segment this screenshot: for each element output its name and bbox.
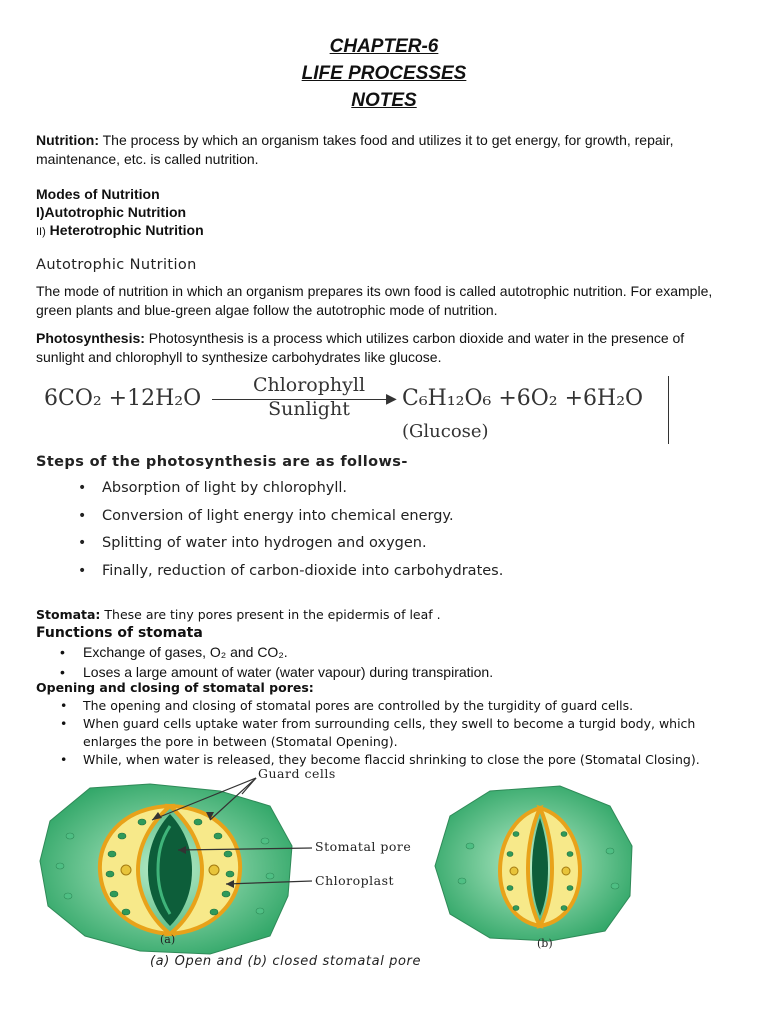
opening-list (60, 697, 710, 769)
functions-item: • Exchange of gases, O₂ and CO₂. (60, 642, 493, 662)
figure-caption: (a) Open and (b) closed stomatal pore (150, 954, 422, 969)
chapter-title: CHAPTER-6 (329, 36, 439, 57)
steps-item: • Conversion of light energy into chemical energy. (78, 508, 503, 536)
equation-catalyst: Chlorophyll (252, 374, 366, 396)
label-guard-cells: Guard cells (258, 766, 336, 781)
label-stomatal-pore: Stomatal pore (315, 839, 412, 854)
steps-heading: Steps of the photosynthesis are as follows- (36, 454, 408, 470)
autotrophic-heading: Autotrophic Nutrition (36, 257, 197, 273)
photosynthesis-paragraph (36, 329, 736, 367)
label-chloroplast: Chloroplast (315, 873, 395, 888)
steps-item: • Finally, reduction of carbon-dioxide into carbohydrates. (78, 563, 503, 591)
opening-item: • The opening and closing of stomatal pores are controlled by the turgidity of guard cells. (60, 697, 710, 715)
modes-heading: Modes of Nutrition (36, 186, 160, 202)
equation-products: C₆H₁₂O₆ +6O₂ +6H₂O (402, 386, 644, 411)
notes-title: NOTES (351, 90, 417, 111)
photosynthesis-definition: Photosynthesis is a process which utilizes carbon dioxide and water in the presence of sunlight and chlorophyll to synthesize carbohydrates like glucose. (36, 330, 685, 365)
equation-reactants: 6CO₂ +12H₂O (44, 386, 202, 411)
modes-item-label: Heterotrophic Nutrition (45, 222, 204, 238)
equation-condition: Sunlight (268, 398, 350, 420)
opening-heading: Opening and closing of stomatal pores: (36, 680, 314, 695)
stomata-definition: These are tiny pores present in the epidermis of leaf . (100, 607, 441, 622)
stomata-paragraph (36, 607, 441, 622)
functions-heading: Functions of stomata (36, 625, 203, 641)
steps-item: • Absorption of light by chlorophyll. (78, 480, 503, 508)
photosynthesis-term: Photosynthesis: (36, 330, 145, 346)
equation-glucose-label: (Glucose) (402, 421, 489, 442)
photosynthesis-equation (40, 374, 670, 444)
opening-item: • While, when water is released, they become flaccid shrinking to close the pore (Stomatal Closing). (60, 751, 710, 769)
steps-item: • Splitting of water into hydrogen and oxygen. (78, 535, 503, 563)
functions-list (60, 642, 493, 682)
functions-item: • Loses a large amount of water (water vapour) during transpiration. (60, 662, 493, 682)
nutrition-definition: The process by which an organism takes food and utilizes it to get energy, for growth, repair, maintenance, etc. is called nutrition. (36, 132, 674, 167)
modes-item-autotrophic: I)Autotrophic Nutrition (36, 204, 187, 220)
nutrition-term: Nutrition: (36, 132, 99, 148)
closed-stoma (435, 786, 632, 941)
subject-title: LIFE PROCESSES (301, 63, 467, 84)
stomata-term: Stomata: (36, 607, 101, 622)
modes-item-heterotrophic (36, 221, 736, 242)
autotrophic-paragraph: The mode of nutrition in which an organism prepares its own food is called autotrophic nutrition. For example, green plants and blue-green algae follow the autotrophic mode of nutrition. (36, 283, 713, 318)
nutrition-paragraph (36, 131, 736, 169)
open-stoma (40, 784, 292, 954)
label-a: (a) (160, 933, 176, 946)
label-b: (b) (537, 937, 553, 950)
equation-arrow-head-icon: ▶ (386, 391, 397, 407)
equation-divider (668, 376, 669, 444)
stomata-diagram (30, 766, 730, 976)
steps-list (78, 480, 503, 590)
opening-item: • When guard cells uptake water from surrounding cells, they swell to become a turgid body, which enlarges the pore in between (Stomatal Opening). (60, 715, 710, 751)
modes-item-prefix: II) (36, 226, 46, 238)
